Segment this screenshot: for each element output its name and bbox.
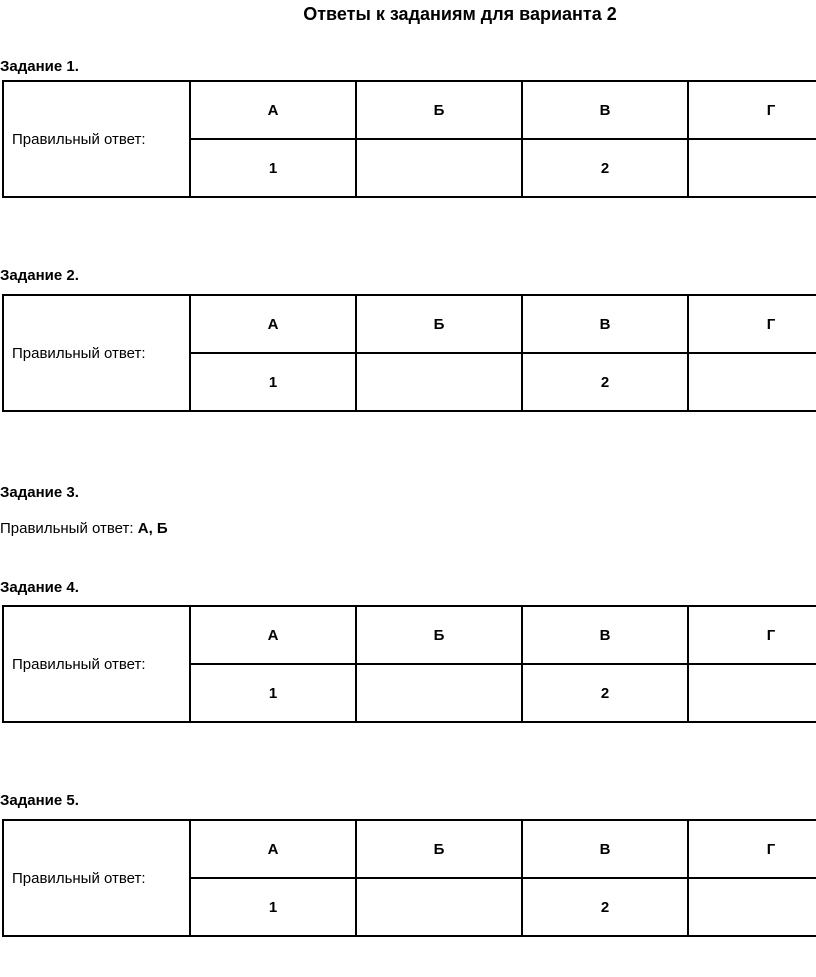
- task-1-heading: Задание 1.: [0, 58, 79, 75]
- column-header: Б: [356, 81, 522, 139]
- column-header: В: [522, 81, 688, 139]
- task-5-answer-table: [2, 819, 816, 937]
- answer-label: Правильный ответ:: [3, 295, 190, 411]
- page-title: Ответы к заданиям для варианта 2: [303, 4, 617, 24]
- answer-cell: 2: [522, 139, 688, 197]
- task-1-answer-table: [2, 80, 816, 198]
- answer-cell: 1: [190, 664, 356, 722]
- answer-cell: 1: [190, 878, 356, 936]
- answer-cell: [356, 664, 522, 722]
- column-header: В: [522, 606, 688, 664]
- column-header: А: [190, 820, 356, 878]
- column-header: Б: [356, 820, 522, 878]
- answer-cell: 1: [190, 353, 356, 411]
- task-4-heading: Задание 4.: [0, 579, 79, 596]
- answer-cell: [356, 353, 522, 411]
- column-header: Г: [688, 820, 816, 878]
- answer-label: Правильный ответ:: [0, 520, 134, 537]
- answer-cell: [688, 664, 816, 722]
- task-3-heading: Задание 3.: [0, 484, 79, 501]
- task-3-answer: [0, 520, 168, 537]
- column-header: Б: [356, 295, 522, 353]
- task-4-answer-table: [2, 605, 816, 723]
- task-2-heading: Задание 2.: [0, 267, 79, 284]
- answer-cell: [688, 139, 816, 197]
- column-header: В: [522, 295, 688, 353]
- answer-value: А, Б: [137, 520, 168, 537]
- column-header: В: [522, 820, 688, 878]
- answer-cell: [356, 878, 522, 936]
- answer-cell: 2: [522, 353, 688, 411]
- column-header: Г: [688, 295, 816, 353]
- answer-cell: 2: [522, 878, 688, 936]
- task-2-answer-table: [2, 294, 816, 412]
- column-header: Г: [688, 81, 816, 139]
- column-header: А: [190, 295, 356, 353]
- task-5-heading: Задание 5.: [0, 792, 79, 809]
- column-header: Б: [356, 606, 522, 664]
- answer-cell: 1: [190, 139, 356, 197]
- column-header: А: [190, 606, 356, 664]
- answer-cell: 2: [522, 664, 688, 722]
- answer-label: Правильный ответ:: [3, 81, 190, 197]
- column-header: Г: [688, 606, 816, 664]
- answer-label: Правильный ответ:: [3, 820, 190, 936]
- column-header: А: [190, 81, 356, 139]
- answer-cell: [688, 353, 816, 411]
- answer-cell: [688, 878, 816, 936]
- answer-label: Правильный ответ:: [3, 606, 190, 722]
- answer-cell: [356, 139, 522, 197]
